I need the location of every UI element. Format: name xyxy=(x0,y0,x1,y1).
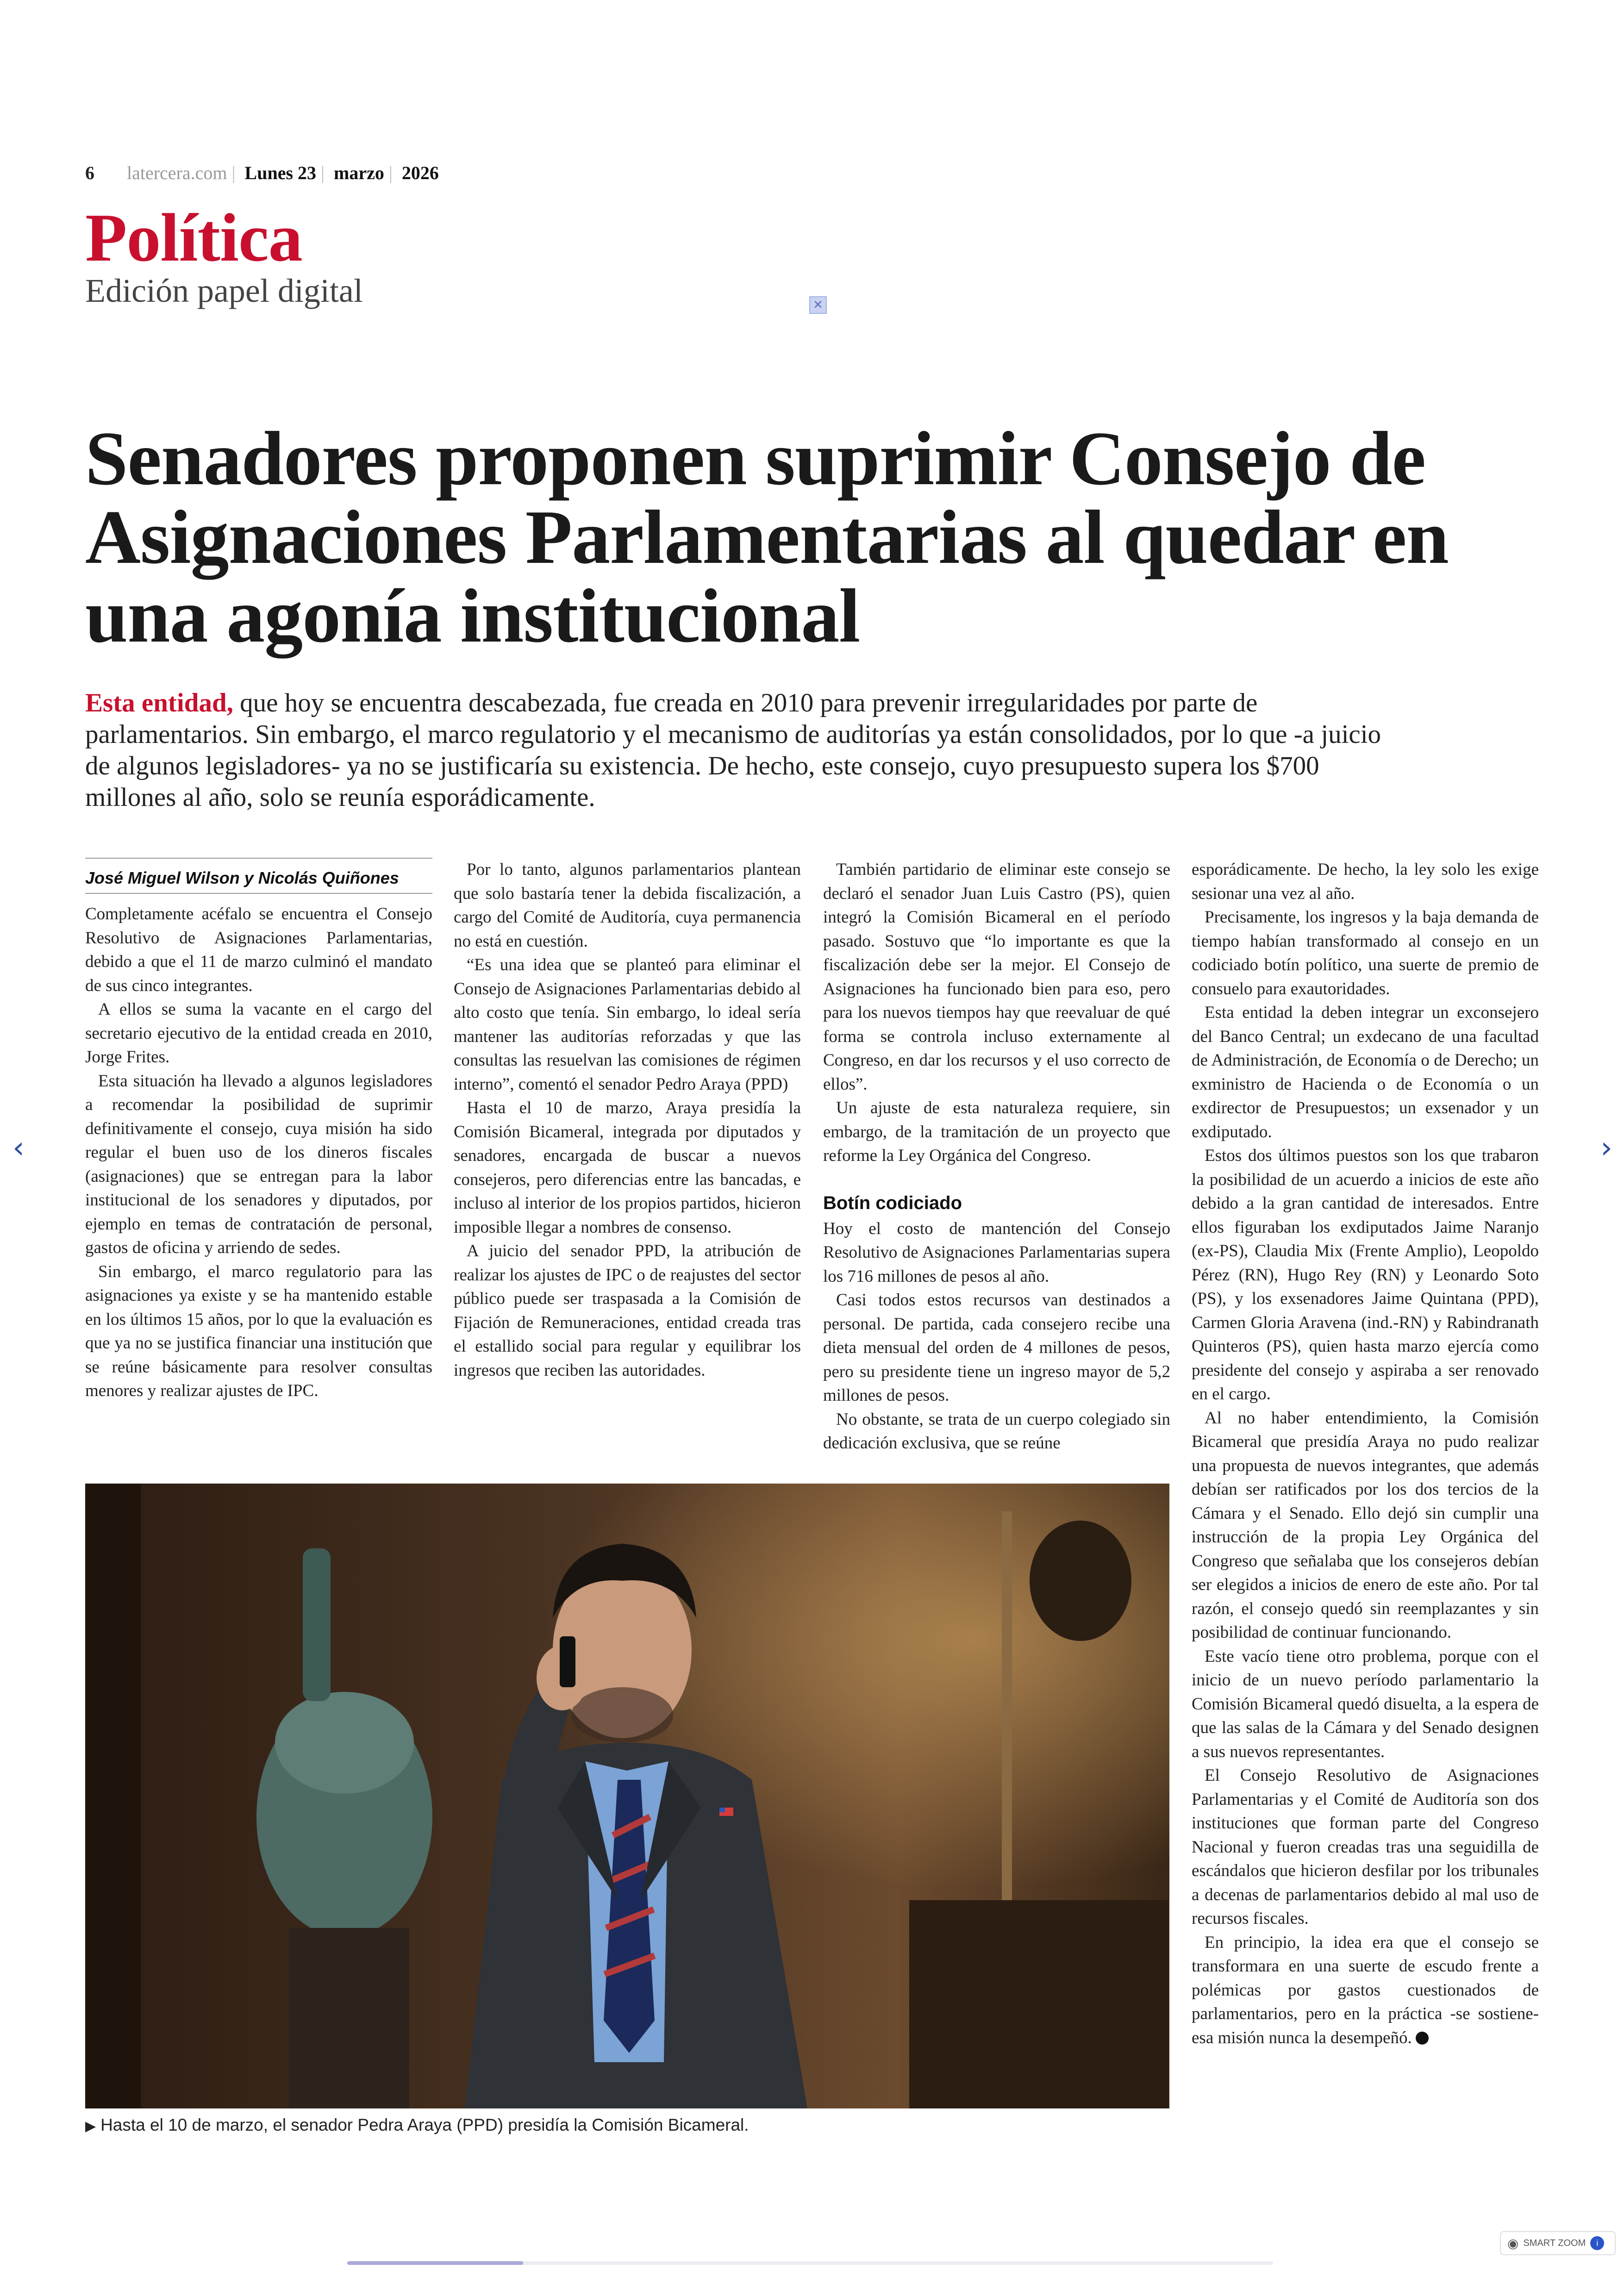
page-number: 6 xyxy=(85,162,94,183)
deck xyxy=(85,687,1381,813)
article-column-1 xyxy=(85,858,432,1403)
folio-year: 2026 xyxy=(401,162,439,183)
paragraph: Un ajuste de esta naturaleza requiere, sin embargo, de la tramitación de un proyecto que reforme la Ley Orgánica del Congreso. xyxy=(823,1098,1170,1165)
eye-icon: ◉ xyxy=(1507,2236,1519,2251)
subheading: Botín codiciado xyxy=(823,1192,962,1213)
paragraph: “Es una idea que se planteó para eliminar el Consejo de Asignaciones Parlamentarias debido al alto costo que tenía. Sin embargo, lo ideal sería mantener las auditorías reforzadas y que las consultas las resuelvan las comisiones de régimen interno”, comentó el senador Pedro Araya (PPD) xyxy=(454,955,801,1094)
folio-day: Lunes 23 xyxy=(244,162,317,183)
paragraph: Sin embargo, el marco regulatorio para las asignaciones ya existe y se ha mantenido estable en los últimos 15 años, por lo que la evaluación es que ya no se justifica financiar una institución que se reúne básicamente para resolver consultas menores y realizar ajustes de IPC. xyxy=(85,1262,432,1400)
paragraph: Hoy el costo de mantención del Consejo Resolutivo de Asignaciones Parlamentarias supera los 716 millones de pesos al año. xyxy=(823,1219,1170,1286)
paragraph: Esta entidad la deben integrar un exconsejero del Banco Central; un exdecano de una facultad de Administración, de Economía o de Derecho; un exministro de Hacienda o de Economía o un exdirector de Presupuestos; un exsenador y un exdiputado. xyxy=(1192,1003,1539,1141)
chevron-left-icon: ‹ xyxy=(12,1131,25,1165)
site-name: latercera.com xyxy=(127,162,227,183)
reading-progress-fill xyxy=(347,2261,523,2265)
paragraph: Hasta el 10 de marzo, Araya presidía la Comisión Bicameral, integrada por diputados y senadores, encargada de buscar a nuevos consejeros, pero diferencias entre las bancadas, e incluso al interior de los propios partidos, hicieron imposible llegar a nombres de consenso. xyxy=(454,1098,801,1237)
paragraph: Estos dos últimos puestos son los que trabaron la posibilidad de un acuerdo a inicios de este año debido a la gran cantidad de interesados. Entre ellos figuraban los exdiputados Jaime Naranjo (ex-PS), Claudia Mix (Frente Amplio), Leopoldo Pérez (RN), Hugo Rey (RN) y Leonardo Soto (PS), y los exsenadores Jaime Quintana (PPD), Carmen Gloria Aravena (ind.-RN) y Rabindranath Quinteros (PS), quien hasta marzo ejercía como presidente del consejo y aspiraba a ser renovado en el cargo. xyxy=(1192,1146,1539,1403)
paragraph: El Consejo Resolutivo de Asignaciones Parlamentarias y el Comité de Auditoría son dos instituciones que forman parte del Congreso Nacional y fueron creadas tras una seguidilla de escándalos que hicieron desfilar por los tribunales a decenas de parlamentarios debido al mal uso de recursos fiscales. xyxy=(1192,1766,1539,1928)
end-mark-icon xyxy=(1416,2032,1429,2045)
paragraph: Al no haber entendimiento, la Comisión Bicameral que presidía Araya no pudo realizar una propuesta de nuevos integrantes, que además debían ser ratificados por los dos tercios de la Cámara y el Senado. Ello dejó sin cumplir una instrucción de la propia Ley Orgánica del Congreso que señalaba que los consejeros debían ser elegidos a inicios de enero de este año. Por tal razón, el consejo quedó sin reemplazantes y sin posibilidad de continuar funcionando. xyxy=(1192,1408,1539,1642)
smart-zoom-label: SMART ZOOM xyxy=(1523,2238,1586,2248)
smart-zoom-button[interactable] xyxy=(1500,2231,1616,2255)
folio-line: 6 latercera.com | Lunes 23 | marzo | 2026 xyxy=(85,162,439,183)
paragraph: Por lo tanto, algunos parlamentarios plantean que solo bastaría tener la debida fiscalización, a cargo del Comité de Auditoría, cuya permanencia no está en cuestión. xyxy=(454,860,801,951)
paragraph: A ellos se suma la vacante en el cargo del secretario ejecutivo de la entidad creada en 2010, Jorge Frites. xyxy=(85,1000,432,1066)
article-column-4 xyxy=(1192,858,1539,2050)
headline: Senadores proponen suprimir Consejo de Asignaciones Parlamentarias al quedar en una agonía institucional xyxy=(85,416,1449,658)
article-column-3 xyxy=(823,858,1170,1455)
article-photo xyxy=(85,1484,1169,2108)
paragraph: Precisamente, los ingresos y la baja demanda de tiempo habían transformado al consejo en un codiciado botín político, una suerte de premio de consuelo para exautoridades. xyxy=(1192,908,1539,998)
paragraph: No obstante, se trata de un cuerpo colegiado sin dedicación exclusiva, que se reúne xyxy=(823,1409,1170,1453)
paragraph: esporádicamente. De hecho, la ley solo les exige sesionar una vez al año. xyxy=(1192,860,1539,903)
paragraph: Casi todos estos recursos van destinados a personal. De partida, cada consejero recibe una dieta mensual del orden de 4 millones de pesos, pero su presidente tiene un ingreso mayor de 5,2 millones de pesos. xyxy=(823,1291,1170,1405)
photo-caption: ▶ Hasta el 10 de marzo, el senador Pedra Araya (PPD) presidía la Comisión Bicameral. xyxy=(85,2115,749,2134)
paragraph: Este vacío tiene otro problema, porque con el inicio de un nuevo período parlamentario la Comisión Bicameral quedó disuelta, a la espera de que las salas de la Cámara y del Senado designen a sus nuevos representantes. xyxy=(1192,1646,1539,1761)
paragraph: A juicio del senador PPD, la atribución de realizar los ajustes de IPC o de reajustes del sector público puede ser traspasada a la Comisión de Fijación de Remuneraciones, entidad creada tras el estallido social para regular y equilibrar los ingresos que reciben las autoridades. xyxy=(454,1241,801,1380)
section-title: Política xyxy=(85,200,302,276)
article-column-2 xyxy=(454,858,801,1382)
prev-page-button[interactable] xyxy=(5,1129,32,1166)
chevron-right-icon: › xyxy=(1600,1131,1612,1165)
reading-progress-bar[interactable] xyxy=(347,2261,1273,2265)
edition-label: Edición papel digital xyxy=(85,272,363,309)
deck-text: que hoy se encuentra descabezada, fue creada en 2010 para prevenir irregularidades por parte de parlamentarios. Sin embargo, el marco regulatorio y el mecanismo de auditorías ya están consolidados, por lo que -a juicio de algunos legisladores- ya no se justificaría su existencia. De hecho, este consejo, cuyo presupuesto supera los $700 millones al año, solo se reunía esporádicamente. xyxy=(85,688,1381,812)
page-marker-icon[interactable]: ✕ xyxy=(809,296,827,314)
caption-triangle-icon: ▶ xyxy=(85,2119,96,2134)
paragraph: También partidario de eliminar este consejo se declaró el senador Juan Luis Castro (PS), quien integró la Comisión Bicameral en el período pasado. Sostuvo que “lo importante es que la fiscalización debe ser la mejor. El Consejo de Asignaciones ha funcionado bien para eso, pero para los nuevos tiempos hay que reevaluar de qué forma se controla incluso externamente al Congreso, en dar los recursos y el uso correcto de ellos”. xyxy=(823,860,1170,1094)
folio-month: marzo xyxy=(334,162,384,183)
byline: José Miguel Wilson y Nicolás Quiñones xyxy=(85,868,399,887)
paragraph: Esta situación ha llevado a algunos legisladores a recomendar la posibilidad de suprimir definitivamente el consejo, cuya misión ha sido regular el buen uso de los dineros fiscales (asignaciones) que se entregan para la labor institucional de los senadores y diputados, por ejemplo en temas de contratación de personal, gastos de oficina y arriendo de sedes. xyxy=(85,1071,432,1257)
info-badge: i xyxy=(1590,2236,1604,2250)
paragraph: Completamente acéfalo se encuentra el Consejo Resolutivo de Asignaciones Parlamentarias, debido a que el 11 de marzo culminó el mandato de sus cinco integrantes. xyxy=(85,904,432,995)
deck-lead: Esta entidad, xyxy=(85,688,233,717)
last-paragraph: En principio, la idea era que el consejo se transformara en una suerte de escudo frente a polémicas por gastos cuestionados de parlamentarios, pero en la práctica -se sostiene- esa misión nunca la desempeñó. xyxy=(1192,1933,1539,2047)
next-page-button[interactable] xyxy=(1593,1129,1620,1166)
